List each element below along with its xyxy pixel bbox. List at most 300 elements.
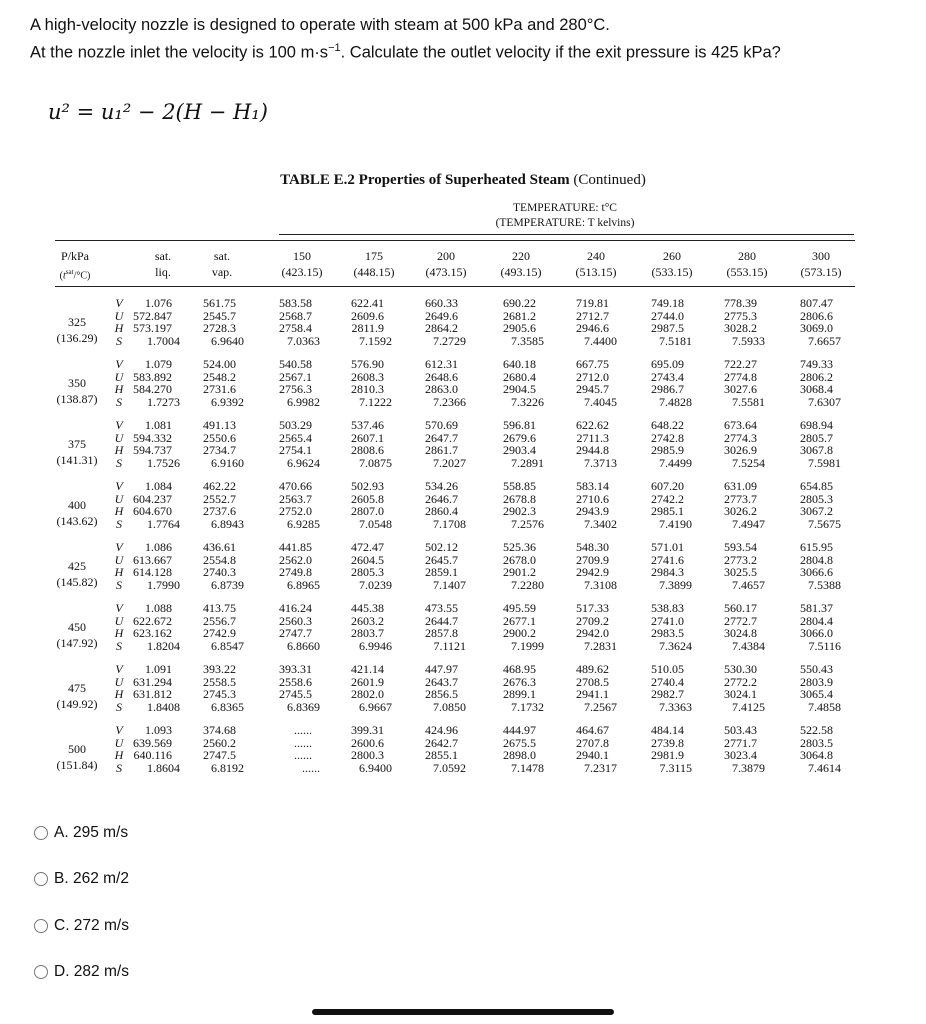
table-cell: 2804.4 [800, 613, 833, 628]
table-cell: 614.128 [133, 565, 172, 579]
table-cell: 7.3713 [584, 455, 617, 470]
table-cell: 6.9667 [359, 699, 392, 714]
table-cell: 2803.5 [800, 735, 833, 750]
table-cell: 2712.0 [576, 369, 609, 384]
table-cell: 445.38 [351, 601, 384, 615]
table-cell: 3066.6 [800, 565, 833, 579]
table-cell: 3068.4 [800, 382, 833, 396]
table-cell: 2741.0 [651, 613, 684, 628]
table-cell: 462.22 [203, 479, 236, 493]
table-cell: 537.46 [351, 418, 384, 432]
temperature-header-line-1: TEMPERATURE: t°C [513, 202, 617, 214]
table-cell: 2811.9 [351, 321, 384, 335]
table-cell: 2608.3 [351, 369, 384, 384]
property-symbol: H [114, 626, 124, 640]
table-cell: 374.68 [203, 723, 236, 737]
table-cell: 2562.0 [279, 552, 312, 567]
home-indicator[interactable] [312, 1009, 614, 1015]
table-cell: 2747.5 [203, 748, 236, 762]
table-cell: 561.75 [203, 296, 236, 310]
table-cell: 2678.8 [503, 491, 536, 506]
answer-choice-a[interactable] [34, 824, 128, 842]
column-header-bottom: (423.15) [281, 265, 323, 279]
table-cell: 1.7526 [147, 455, 180, 470]
table-cell: 2600.6 [351, 735, 384, 750]
table-cell: 2741.6 [651, 552, 684, 567]
table-cell: 2905.6 [503, 321, 536, 335]
question-exponent: −1 [328, 42, 341, 54]
property-symbol: H [114, 443, 124, 457]
table-cell: 2550.6 [203, 430, 236, 445]
table-cell: 7.0592 [433, 760, 466, 775]
table-cell: 2805.3 [351, 565, 384, 579]
property-symbol: U [114, 552, 124, 567]
table-cell: 530.30 [724, 662, 757, 676]
table-cell: 1.8204 [147, 638, 180, 653]
table-cell: 2737.6 [203, 504, 236, 518]
table-cell: 7.1407 [433, 577, 466, 592]
saturation-temperature: (149.92) [56, 697, 98, 711]
table-cell: 2552.7 [203, 491, 236, 506]
property-symbol: S [116, 333, 122, 348]
table-cell: 2807.0 [351, 504, 384, 518]
table-cell: 2607.1 [351, 430, 384, 445]
property-symbol: U [114, 430, 124, 445]
table-cell: 441.85 [279, 540, 312, 554]
saturation-temperature: (145.82) [56, 575, 98, 589]
table-cell: 2708.5 [576, 674, 609, 689]
table-cell: 2754.1 [279, 443, 312, 457]
table-cell: 413.75 [203, 601, 236, 615]
table-cell: 2752.0 [279, 504, 312, 518]
table-cell: 2548.2 [203, 369, 236, 384]
table-cell: 2711.3 [576, 430, 609, 445]
table-cell: 2742.2 [651, 491, 684, 506]
table-cell: 2774.3 [724, 430, 757, 445]
table-cell: 2744.0 [651, 308, 684, 323]
table-cell: 2981.9 [651, 748, 684, 762]
pressure-cell [52, 375, 102, 407]
table-cell: 7.3624 [659, 638, 692, 653]
table-cell: 2904.5 [503, 382, 536, 396]
table-cell: 581.37 [800, 601, 833, 615]
table-cell: 2728.3 [203, 321, 236, 335]
table-cell: 2643.7 [425, 674, 458, 689]
property-symbol: U [114, 613, 124, 628]
table-top-rule [55, 240, 855, 241]
table-cell: 7.2280 [511, 577, 544, 592]
radio-b[interactable] [34, 872, 48, 886]
radio-a[interactable] [34, 826, 48, 840]
table-cell: 1.8604 [147, 760, 180, 775]
table-cell: 7.1592 [359, 333, 392, 348]
table-cell: 6.9160 [211, 455, 244, 470]
table-cell: 7.2729 [433, 333, 466, 348]
property-symbol: V [115, 479, 123, 493]
table-cell: 468.95 [503, 662, 536, 676]
table-cell: 584.270 [133, 382, 172, 396]
table-cell: 2676.3 [503, 674, 536, 689]
table-cell: 2984.3 [651, 565, 684, 579]
property-symbol: S [116, 760, 122, 775]
table-cell: 7.5581 [732, 394, 765, 409]
table-cell: 2940.1 [576, 748, 609, 762]
table-cell: 2899.1 [503, 687, 536, 701]
table-cell: 1.8408 [147, 699, 180, 714]
table-cell: 6.8660 [287, 638, 320, 653]
saturation-temperature: (147.92) [56, 636, 98, 650]
table-cell: 2806.2 [800, 369, 833, 384]
table-title-suffix: (Continued) [569, 172, 646, 188]
choice-a-label: A. 295 m/s [54, 824, 129, 841]
table-cell: 807.47 [800, 296, 833, 310]
column-header [267, 248, 337, 280]
table-cell: 583.58 [279, 296, 312, 310]
table-cell: 6.8365 [211, 699, 244, 714]
table-cell: 2604.5 [351, 552, 384, 567]
table-cell: 622.672 [133, 613, 172, 628]
table-cell: 3069.0 [800, 321, 833, 335]
table-cell: 558.85 [503, 479, 536, 493]
answer-choice-d[interactable] [34, 963, 129, 981]
table-cell: ...... [302, 760, 320, 775]
table-cell: 1.084 [145, 479, 172, 493]
table-cell: 2982.7 [651, 687, 684, 701]
table-cell: 472.47 [351, 540, 384, 554]
table-cell: 3064.8 [800, 748, 833, 762]
table-cell: 7.2027 [433, 455, 466, 470]
table-cell: 7.5388 [808, 577, 841, 592]
table-cell: 2941.1 [576, 687, 609, 701]
table-cell: 1.076 [145, 296, 172, 310]
table-cell: 517.33 [576, 601, 609, 615]
table-cell: 2740.4 [651, 674, 684, 689]
property-symbol: S [116, 516, 122, 531]
table-cell: 1.7990 [147, 577, 180, 592]
column-header-top: 200 [437, 249, 455, 263]
table-cell: 1.093 [145, 723, 172, 737]
property-symbol: S [116, 577, 122, 592]
table-cell: 615.95 [800, 540, 833, 554]
table-cell: 548.30 [576, 540, 609, 554]
table-cell: 570.69 [425, 418, 458, 432]
table-cell: 2772.2 [724, 674, 757, 689]
table-cell: 6.9640 [211, 333, 244, 348]
table-cell: 2745.5 [279, 687, 312, 701]
table-cell: 2601.9 [351, 674, 384, 689]
table-cell: 639.569 [133, 735, 172, 750]
table-cell: 7.4045 [584, 394, 617, 409]
table-cell: 2642.7 [425, 735, 458, 750]
table-cell: 416.24 [279, 601, 312, 615]
table-cell: 2898.0 [503, 748, 536, 762]
table-cell: 631.09 [724, 479, 757, 493]
table-cell: 660.33 [425, 296, 458, 310]
table-cell: 2739.8 [651, 735, 684, 750]
table-cell: 2681.2 [503, 308, 536, 323]
table-cell: 2747.7 [279, 626, 312, 640]
column-header-top: sat. [213, 249, 231, 263]
energy-formula: u² = u₁² − 2(H − H₁) [48, 100, 268, 124]
property-symbol: V [115, 296, 123, 310]
table-cell: 393.22 [203, 662, 236, 676]
table-cell: 495.59 [503, 601, 536, 615]
saturation-temperature: (136.29) [56, 331, 98, 345]
pressure-value: 425 [68, 559, 86, 573]
table-cell: 2900.2 [503, 626, 536, 640]
table-cell: 550.43 [800, 662, 833, 676]
table-cell: ...... [294, 748, 312, 762]
column-header-top: 150 [293, 249, 311, 263]
table-cell: 583.892 [133, 369, 172, 384]
table-cell: 749.33 [800, 357, 833, 371]
table-cell: 2803.9 [800, 674, 833, 689]
table-cell: 6.9392 [211, 394, 244, 409]
pressure-header-bottom: $(t^{sat}/^\circ C)$ [59, 268, 91, 282]
table-cell: 7.4499 [659, 455, 692, 470]
table-cell: 583.14 [576, 479, 609, 493]
column-header-top: 175 [365, 249, 383, 263]
table-cell: 778.39 [724, 296, 757, 310]
radio-d[interactable] [34, 965, 48, 979]
table-cell: 2901.2 [503, 565, 536, 579]
table-cell: 560.17 [724, 601, 757, 615]
table-cell: 7.2831 [584, 638, 617, 653]
table-cell: 2563.7 [279, 491, 312, 506]
table-cell: 719.81 [576, 296, 609, 310]
table-cell: 1.091 [145, 662, 172, 676]
property-symbol: V [115, 357, 123, 371]
table-cell: 7.0850 [433, 699, 466, 714]
property-symbol: U [114, 735, 124, 750]
table-cell: 1.7764 [147, 516, 180, 531]
table-cell: 2558.6 [279, 674, 312, 689]
table-cell: 1.7273 [147, 394, 180, 409]
table-cell: 7.2567 [584, 699, 617, 714]
question-line-1: A high-velocity nozzle is designed to operate with steam at 500 kPa and 280°C. [30, 16, 610, 34]
table-cell: 503.29 [279, 418, 312, 432]
table-cell: ...... [294, 723, 312, 737]
table-cell: 7.1222 [359, 394, 392, 409]
table-cell: 399.31 [351, 723, 384, 737]
table-cell: 7.3402 [584, 516, 617, 531]
table-cell: 7.4125 [732, 699, 765, 714]
table-cell: 7.4947 [732, 516, 765, 531]
property-symbol: U [114, 674, 124, 689]
table-cell: 2707.8 [576, 735, 609, 750]
table-cell: 7.1732 [511, 699, 544, 714]
saturation-temperature: (151.84) [56, 758, 98, 772]
table-cell: 540.58 [279, 357, 312, 371]
table-cell: 631.294 [133, 674, 172, 689]
table-cell: 2680.4 [503, 369, 536, 384]
temperature-header-rule [279, 234, 854, 235]
column-header-bottom: (553.15) [726, 265, 768, 279]
property-symbol: V [115, 418, 123, 432]
question-line-2-end: . Calculate the outlet velocity if the exit pressure is 425 kPa? [340, 43, 781, 62]
table-cell: 489.62 [576, 662, 609, 676]
table-cell: 7.1708 [433, 516, 466, 531]
table-cell: 6.9982 [287, 394, 320, 409]
table-cell: 6.9624 [287, 455, 320, 470]
table-cell: 2772.7 [724, 613, 757, 628]
temperature-header [489, 201, 641, 231]
table-cell: 576.90 [351, 357, 384, 371]
radio-c[interactable] [34, 919, 48, 933]
property-symbol: V [115, 662, 123, 676]
table-cell: 484.14 [651, 723, 684, 737]
table-cell: 7.0548 [359, 516, 392, 531]
table-cell: 2771.7 [724, 735, 757, 750]
answer-choice-c[interactable] [34, 917, 129, 935]
table-cell: 2756.3 [279, 382, 312, 396]
table-cell: 436.61 [203, 540, 236, 554]
table-cell: 2859.1 [425, 565, 458, 579]
table-cell: 7.3879 [732, 760, 765, 775]
temperature-header-line-2: (TEMPERATURE: T kelvins) [495, 217, 635, 229]
table-cell: 7.4614 [808, 760, 841, 775]
answer-choice-b[interactable] [34, 870, 129, 888]
table-cell: 3023.4 [724, 748, 757, 762]
table-cell: 473.55 [425, 601, 458, 615]
table-cell: 6.9285 [287, 516, 320, 531]
table-cell: 7.5675 [808, 516, 841, 531]
pressure-value: 350 [68, 376, 86, 390]
table-cell: 2742.8 [651, 430, 684, 445]
table-cell: 2775.3 [724, 308, 757, 323]
table-cell: 7.4858 [808, 699, 841, 714]
table-cell: 7.4400 [584, 333, 617, 348]
column-header-bottom: (493.15) [500, 265, 542, 279]
table-cell: 7.2891 [511, 455, 544, 470]
table-cell: 2944.8 [576, 443, 609, 457]
property-symbol: H [114, 504, 124, 518]
table-cell: 622.41 [351, 296, 384, 310]
table-cell: 464.67 [576, 723, 609, 737]
table-cell: 2804.8 [800, 552, 833, 567]
table-cell: 7.1999 [511, 638, 544, 653]
choice-d-label: D. 282 m/s [54, 963, 129, 980]
table-cell: 749.18 [651, 296, 684, 310]
table-cell: 6.9400 [359, 760, 392, 775]
table-cell: 7.0239 [359, 577, 392, 592]
table-cell: 2946.6 [576, 321, 609, 335]
property-symbol: S [116, 699, 122, 714]
table-cell: 2567.1 [279, 369, 312, 384]
property-symbol: U [114, 308, 124, 323]
table-cell: 654.85 [800, 479, 833, 493]
table-cell: 622.62 [576, 418, 609, 432]
table-cell: 424.96 [425, 723, 458, 737]
table-cell: 667.75 [576, 357, 609, 371]
table-cell: 722.27 [724, 357, 757, 371]
table-cell: 2945.7 [576, 382, 609, 396]
pressure-cell [52, 497, 102, 529]
table-cell: 510.05 [651, 662, 684, 676]
table-cell: 6.8739 [211, 577, 244, 592]
column-header [637, 248, 707, 280]
table-cell: 502.93 [351, 479, 384, 493]
column-header-top: 300 [812, 249, 830, 263]
table-cell: 1.088 [145, 601, 172, 615]
pressure-value: 325 [68, 315, 86, 329]
column-header-bottom: (533.15) [651, 265, 693, 279]
table-cell: 7.2366 [433, 394, 466, 409]
table-cell: 2861.7 [425, 443, 458, 457]
table-cell: 2646.7 [425, 491, 458, 506]
pressure-value: 375 [68, 437, 86, 451]
table-cell: 2806.6 [800, 308, 833, 323]
column-header-bottom: (513.15) [575, 265, 617, 279]
table-cell: 2675.5 [503, 735, 536, 750]
saturation-temperature: (138.87) [56, 392, 98, 406]
column-header-top: 280 [738, 249, 756, 263]
pressure-cell [52, 680, 102, 712]
table-cell: 2647.7 [425, 430, 458, 445]
table-cell: 7.4384 [732, 638, 765, 653]
table-cell: 2743.4 [651, 369, 684, 384]
table-cell: 2749.8 [279, 565, 312, 579]
table-cell: 2774.8 [724, 369, 757, 384]
table-cell: 7.4657 [732, 577, 765, 592]
table-cell: 2679.6 [503, 430, 536, 445]
table-cell: 1.081 [145, 418, 172, 432]
table-cell: 3066.0 [800, 626, 833, 640]
table-cell: 604.237 [133, 491, 172, 506]
table-cell: 2863.0 [425, 382, 458, 396]
table-cell: 594.332 [133, 430, 172, 445]
property-symbol: V [115, 540, 123, 554]
table-cell: 2805.7 [800, 430, 833, 445]
table-cell: 640.18 [503, 357, 536, 371]
table-cell: 673.64 [724, 418, 757, 432]
table-cell: 607.20 [651, 479, 684, 493]
table-cell: 6.9946 [359, 638, 392, 653]
table-cell: 2742.9 [203, 626, 236, 640]
table-cell: 7.5981 [808, 455, 841, 470]
table-cell: 2645.7 [425, 552, 458, 567]
table-cell: 2942.9 [576, 565, 609, 579]
table-title-bold: TABLE E.2 Properties of Superheated Steam [280, 172, 570, 188]
table-cell: 447.97 [425, 662, 458, 676]
column-header-bottom: vap. [211, 265, 233, 279]
property-symbol: H [114, 748, 124, 762]
table-cell: 7.3108 [584, 577, 617, 592]
property-symbol: S [116, 638, 122, 653]
table-cell: 2649.6 [425, 308, 458, 323]
table-cell: 2987.5 [651, 321, 684, 335]
table-header-rule [55, 286, 855, 287]
column-header [786, 248, 856, 280]
table-cell: 3025.5 [724, 565, 757, 579]
table-cell: 522.58 [800, 723, 833, 737]
table-cell: 3026.2 [724, 504, 757, 518]
column-header-bottom: liq. [155, 265, 171, 279]
table-cell: 2644.7 [425, 613, 458, 628]
table-cell: 2983.5 [651, 626, 684, 640]
table-cell: 3026.9 [724, 443, 757, 457]
table-cell: 698.94 [800, 418, 833, 432]
table-cell: 503.43 [724, 723, 757, 737]
table-cell: 2864.2 [425, 321, 458, 335]
table-cell: 2560.3 [279, 613, 312, 628]
table-cell: 7.0875 [359, 455, 392, 470]
table-cell: 572.847 [133, 308, 172, 323]
column-header-bottom: (473.15) [425, 265, 467, 279]
pressure-cell [52, 558, 102, 590]
table-cell: 7.1478 [511, 760, 544, 775]
table-cell: 7.6657 [808, 333, 841, 348]
